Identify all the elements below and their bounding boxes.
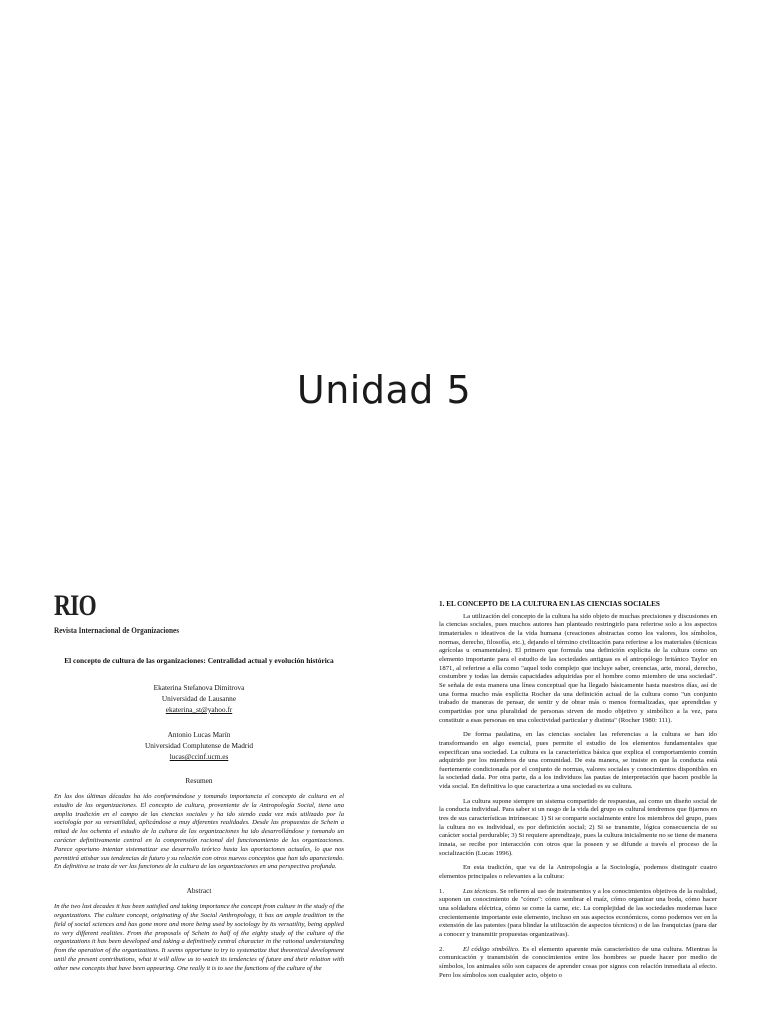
author-affiliation: Universidad Complutense de Madrid: [144, 741, 253, 750]
list-item: [439, 946, 717, 981]
abstract-text: In the two last decades it has been satisfied and taking importance the concept from culture in the study of the organizations. The culture concept, originating of the Social Anthropology, it has an ample tradition in the field of social sciences and has gone more and more being used by sociology by its versatility, being applied to very different realities. From the proposals of Schein to half of the eighty study of the culture of the organizations it has been developed and taking a definitively central character in the rational understanding from the operation of the organizations. It seems opportune to try to systematize that theoretical development until the present contributions, what it will allow us to watch its tendencies of future and their relation with other new concepts that have been appearing. One really it is to see the functions of the culture of the: [54, 903, 344, 972]
unit-title: Unidad 5: [296, 368, 472, 412]
body-paragraph: La utilización del concepto de la cultura ha sido objeto de muchas precisiones y discusiones en la ciencias sociales, pues muchos autores han planteado restringirlo para referirse solo a los aspectos inmateriales o ideativos de la vida humana (creaciones abstractas como los valores, los símbolos, normas, derecho, filosofía, etc.), dejando el término civilización para referirse a los materiales (técnicas agrícolas u ornamentales). El primero que formula una definición explícita de la cultura como un elemento importante para el estudio de las sociedades antiguas es el antropólogo británico Taylor en 1871, al referirse a ella como "aquel todo complejo que incluye saber, creencias, arte, moral, derecho, costumbre y todas las demás capacidades adquiridas por el hombre como miembro de una sociedad". Se señala de esta manera una línea conceptual que ha llegado básicamente hasta nuestros días, así de una forma mucho más explícita Rocher da una definición actual de la cultura como "un conjunto trabado de maneras de pensar, de sentir y de obrar más o menos formalizadas, que aprendidas y compartidas por una pluralidad de personas sirven de modo objetivo y simbólico a la vez, para constituir a esas personas en una colectividad particular y distinta" (Rocher 1980: 111).: [439, 612, 717, 724]
body-paragraph: En esta tradición, que va de la Antropología a la Sociología, podemos distinguir cuatro elementos principales o relevantes a la cultura:: [439, 864, 717, 881]
list-item-term: Las técnicas.: [463, 887, 499, 895]
author-name: Ekaterina Stefanova Dimitrova: [153, 683, 245, 692]
list-item-term: El código simbólico.: [463, 945, 520, 953]
abstract-heading: Abstract: [186, 886, 212, 896]
author-affiliation: Universidad de Lausanne: [161, 694, 237, 703]
body-paragraph: De forma paulatina, en las ciencias sociales las referencias a la cultura se han ido transformando en algo esencial, pues permite el estudio de los elementos fundamentales que especifican una sociedad. La cultura es la característica básica que explica el comportamiento común adquirido por los miembros de una comunidad. De esta manera, se insiste en que la conducta está fuertemente condicionada por el conjunto de normas, valores sociales y conocimientos disponibles en la sociedad dada. Por otra parte, da a los individuos las pautas de interpretación que hacen posible la vida social. En definitiva lo que caracteriza a una sociedad es su cultura.: [439, 731, 717, 791]
author-name: Antonio Lucas Marín: [167, 730, 231, 739]
journal-logo: [54, 589, 344, 638]
list-item-number: 1.: [439, 887, 445, 895]
resumen-text: En las dos últimas décadas ha ido conformándose y tomando importancia el concepto de cultura en el estudio de las organizaciones. El concepto de cultura, proveniente de la Antropología Social, tiene una amplia tradición en el campo de las ciencias sociales y ha ido siendo cada vez más utilizado por la sociología por su versatilidad, aplicándose a muy diferentes realidades. Desde las propuestas de Schein a mitad de los ochenta el estudio de la cultura de las organizaciones ha ido desarrollándose y tomando un carácter definitivamente central en la comprensión racional del funcionamiento de las organizaciones. Parece oportuno intentar sistematizar ese desarrollo teórico hasta las aportaciones actuales, lo que nos permitirá atisbar sus tendencias de futuro y su relación con otros nuevos conceptos que han ido apareciendo. En definitiva se trata de ver las funciones de la cultura de las organizaciones en una perspectiva profunda.: [54, 793, 344, 871]
logo-mark: RIO: [54, 589, 96, 622]
article-body: [439, 600, 717, 986]
section-title: 1. EL CONCEPTO DE LA CULTURA EN LAS CIENCIAS SOCIALES: [439, 600, 660, 608]
list-item: [439, 888, 717, 940]
author-block: [54, 729, 344, 762]
author-block: [54, 682, 344, 715]
list-item-text: Es el elemento aparente más característico de una cultura. Mientras la comunicación y transmisión de conocimientos entre los hombres se puede hacer por medio de símbolos, los animales sólo son capaces de aprender cosas por signos con relación inmediata al efecto. Pero los símbolos son cualquier acto, objeto o: [439, 945, 717, 979]
logo-subtitle: Revista Internacional de Organizaciones: [54, 625, 180, 635]
resumen-heading: Resumen: [185, 776, 213, 785]
list-item-number: 2.: [439, 945, 445, 953]
body-paragraph: La cultura supone siempre un sistema compartido de respuestas, así como un diseño social de la conducta individual. Para saber si un rasgo de la vida del grupo es cultural tendremos que fijarnos en tres de sus características intrínsecas: 1) Si se comparte socialmente entre los miembros del grupo, pues la cultura no es individual, es por definición social; 2) Si se transmite, lógica consecuencia de su carácter social perdurable; 3) Si requiere aprendizaje, pues la cultura inicialmente no se tiene de manera innata, se recibe por interacción con otros que la poseen y se difunde a través el proceso de la socialización (Lucas 1996).: [439, 797, 717, 857]
author-email-link[interactable]: lucas@ccinf.ucm.es: [169, 752, 229, 761]
author-email-link[interactable]: ekaterina_st@yahoo.fr: [165, 705, 233, 714]
paper-title: El concepto de cultura de las organizaciones: Centralidad actual y evolución histórica: [64, 656, 334, 665]
list-item-text: Se refieren al uso de instrumentos y a los conocimientos objetivos de la realidad, suponen un conocimiento de "cómo": cómo sembrar el maíz, cómo organizar una boda, cómo hacer una soldadura eléctrica, cómo se come la carne, etc. La complejidad de las sociedades modernas hace crecientemente importante este elemento, incluso en sus aspectos económicos, como podemos ver en la extensión de las patentes (para blindar la utilización de aspectos técnicos) o de las franquicias (para dar a conocer y transmitir propuestas organizativas).: [439, 887, 718, 938]
article-front-page: [54, 589, 344, 974]
